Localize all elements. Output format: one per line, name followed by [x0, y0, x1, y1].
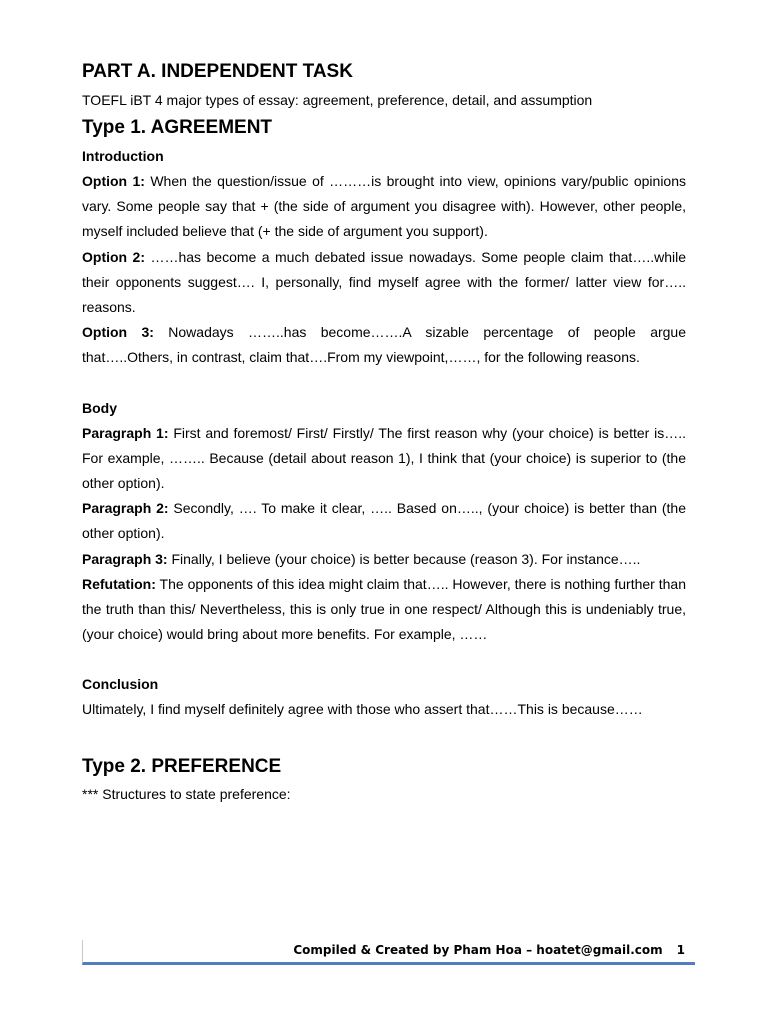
paragraph-2-label: Paragraph 2: [82, 500, 169, 517]
spacer [82, 371, 686, 396]
paragraph-3-label: Paragraph 3: [82, 550, 168, 567]
page-number: 1 [676, 943, 685, 957]
subtitle: TOEFL iBT 4 major types of essay: agreement, preference, detail, and assumption [82, 92, 593, 108]
spacer [82, 647, 686, 672]
paragraph-3-text: Finally, I believe (your choice) is better because (reason 3). For instance….. [167, 550, 641, 567]
body-paragraph-2 [82, 496, 686, 546]
type2-title: Type 2. PREFERENCE [82, 755, 282, 777]
page-footer [82, 940, 695, 965]
introduction-heading: Introduction [82, 148, 164, 164]
conclusion-text: Ultimately, I find myself definitely agree with those who assert that……This is because…… [82, 701, 643, 718]
body-paragraph-3 [82, 547, 686, 572]
intro-option-1 [82, 169, 686, 245]
body-heading: Body [82, 399, 117, 416]
intro-option-3 [82, 320, 686, 370]
intro-option-2 [82, 245, 686, 321]
part-title: PART A. INDEPENDENT TASK [82, 61, 353, 82]
option-2-label: Option 2: [82, 248, 146, 265]
paragraph-1-text: First and foremost/ First/ Firstly/ The first reason why (your choice) is better is….. For example, …….. Because (detail about reason 1), I think that (your choice) is superior to (the other option). [82, 424, 686, 492]
paragraph-1-label: Paragraph 1: [82, 424, 169, 441]
body-paragraph-1 [82, 421, 686, 497]
body-refutation [82, 572, 686, 648]
document-page [82, 58, 686, 805]
paragraph-2-text: Secondly, …. To make it clear, ….. Based on….., (your choice) is better than (the other option). [82, 500, 686, 542]
conclusion-heading: Conclusion [82, 676, 159, 693]
refutation-label: Refutation: [82, 575, 156, 592]
option-3-label: Option 3: [82, 324, 154, 341]
preference-structures-line: *** Structures to state preference: [82, 785, 291, 802]
option-1-label: Option 1: [82, 173, 145, 189]
refutation-text: The opponents of this idea might claim that….. However, there is nothing further than the truth than this/ Nevertheless, this is only true in one respect/ Although this is undeniably true, (your choice) would bring about more benefits. For example, …… [82, 575, 686, 643]
option-3-text: Nowadays ……..has become…….A sizable percentage of people argue that…..Others, in contrast, claim that….From my viewpoint,……, for the following reasons. [82, 324, 686, 366]
footer-credit: Compiled & Created by Pham Hoa – hoatet@gmail.com [293, 943, 663, 957]
type1-title: Type 1. AGREEMENT [82, 117, 273, 138]
option-2-text: ……has become a much debated issue nowadays. Some people claim that…..while their opponents suggest…. I, personally, find myself agree with the former/ latter view for….. reasons. [82, 248, 686, 316]
option-1-text: When the question/issue of ………is brought into view, opinions vary/public opinions vary. Some people say that + (the side of argument you disagree with). However, other people, myself included believe that (+ the side of argument you support). [82, 173, 687, 240]
